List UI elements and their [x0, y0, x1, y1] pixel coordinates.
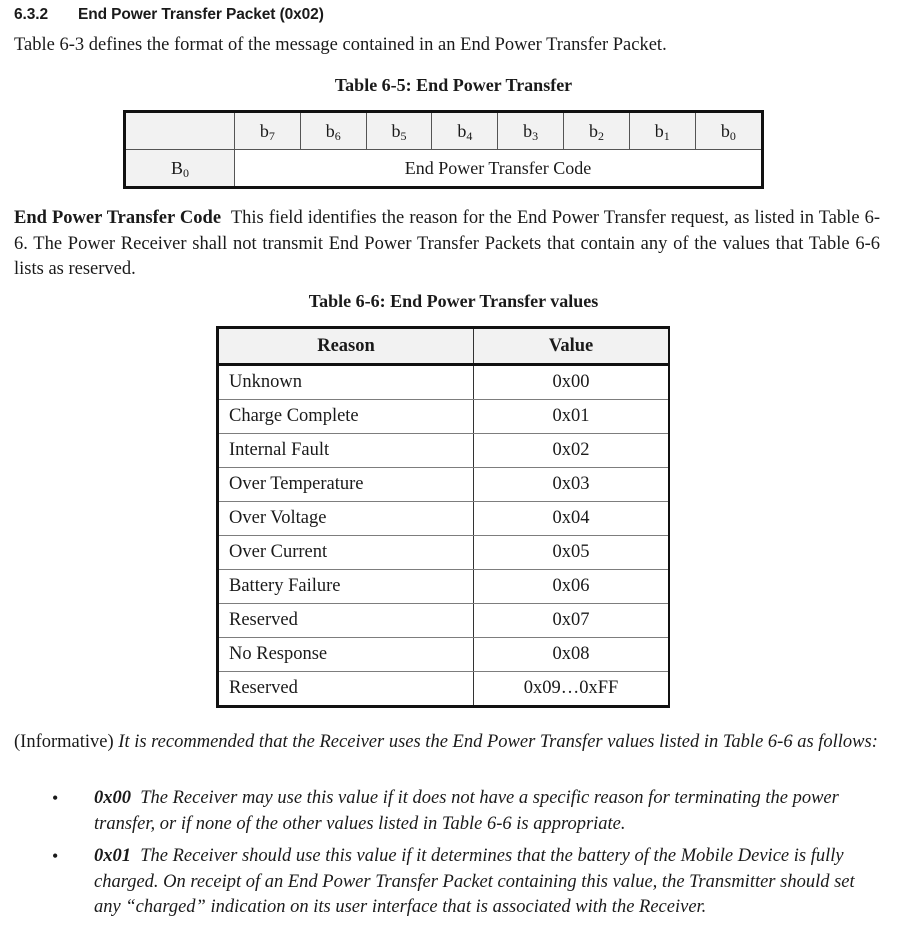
- reason-cell: Reserved: [219, 672, 474, 706]
- table-row: [219, 468, 668, 502]
- table-row: [219, 400, 668, 434]
- table-row: [219, 570, 668, 604]
- column-header-value: Value: [474, 329, 669, 365]
- reason-cell: Reserved: [219, 604, 474, 638]
- field-name-cell: End Power Transfer Code: [235, 150, 762, 187]
- bit-label-b2: $b_2$: [564, 113, 630, 150]
- table-row: [219, 638, 668, 672]
- reason-cell: Charge Complete: [219, 400, 474, 434]
- bit-data-row: [126, 150, 761, 187]
- values-header-row: [219, 329, 668, 365]
- value-cell: 0x09…0xFF: [474, 672, 669, 706]
- table-row: [219, 672, 668, 706]
- bit-header-row: [126, 113, 761, 150]
- bit-header-blank-cell: [126, 113, 235, 150]
- value-cell: 0x04: [474, 502, 669, 536]
- section-title: End Power Transfer Packet (0x02): [78, 6, 324, 23]
- byte-label-b0: $B_0$: [126, 150, 235, 187]
- reason-cell: No Response: [219, 638, 474, 672]
- bit-label-b6: $b_6$: [300, 113, 366, 150]
- bullet-hex-value: 0x00: [94, 788, 131, 808]
- field-term: End Power Transfer Code: [14, 208, 222, 228]
- table-row: [219, 365, 668, 400]
- bullet-dot-icon: •: [52, 788, 59, 808]
- value-cell: 0x05: [474, 536, 669, 570]
- bit-label-b5: $b_5$: [366, 113, 432, 150]
- value-cell: 0x08: [474, 638, 669, 672]
- value-cell: 0x07: [474, 604, 669, 638]
- reason-cell: Over Voltage: [219, 502, 474, 536]
- informative-paragraph: [14, 730, 880, 756]
- table-row: [219, 536, 668, 570]
- reason-cell: Unknown: [219, 365, 474, 400]
- table-row: [219, 604, 668, 638]
- bullet-text: The Receiver should use this value if it determines that the battery of the Mobile Device is fully charged. On receipt of an End Power Transfer Packet containing this value, the Transmitter should set any “charged” indication on its user interface that is associated with the Receiver.: [94, 846, 855, 917]
- table-6-6-caption: Table 6-6: End Power Transfer values: [308, 291, 599, 311]
- bit-label-b1: $b_1$: [629, 113, 695, 150]
- reason-cell: Over Current: [219, 536, 474, 570]
- bit-label-b7: $b_7$: [235, 113, 301, 150]
- section-number: 6.3.2: [14, 6, 48, 23]
- informative-bullet-list: [14, 786, 880, 928]
- informative-prefix: (Informative): [14, 732, 114, 752]
- intro-paragraph: Table 6-3 defines the format of the message contained in an End Power Transfer Packet.: [14, 35, 667, 55]
- table-6-5-bit-layout: [123, 110, 764, 189]
- value-cell: 0x02: [474, 434, 669, 468]
- value-cell: 0x00: [474, 365, 669, 400]
- bit-label-b3: $b_3$: [498, 113, 564, 150]
- table-6-5-caption: Table 6-5: End Power Transfer: [334, 75, 573, 95]
- value-cell: 0x06: [474, 570, 669, 604]
- list-item: [14, 786, 880, 837]
- field-description-paragraph: [14, 206, 880, 283]
- bullet-hex-value: 0x01: [94, 846, 131, 866]
- bullet-dot-icon: •: [52, 846, 59, 866]
- bit-label-b4: $b_4$: [432, 113, 498, 150]
- value-cell: 0x03: [474, 468, 669, 502]
- column-header-reason: Reason: [219, 329, 474, 365]
- value-cell: 0x01: [474, 400, 669, 434]
- table-row: [219, 502, 668, 536]
- bit-label-b0: $b_0$: [695, 113, 761, 150]
- bullet-text: The Receiver may use this value if it does not have a specific reason for terminating the power transfer, or if none of the other values listed in Table 6-6 is appropriate.: [94, 788, 839, 834]
- informative-text: It is recommended that the Receiver uses the End Power Transfer values listed in Table 6-6 as follows:: [118, 732, 878, 752]
- reason-cell: Internal Fault: [219, 434, 474, 468]
- table-row: [219, 434, 668, 468]
- table-6-6-values: [216, 326, 670, 708]
- field-description-text: This field identifies the reason for the End Power Transfer request, as listed in Table 6-6. The Power Receiver shall not transmit End Power Transfer Packets that contain any of the values that Table 6-6 lists as reserved.: [14, 208, 881, 279]
- reason-cell: Battery Failure: [219, 570, 474, 604]
- list-item: [14, 844, 880, 921]
- section-heading: [14, 6, 874, 24]
- reason-cell: Over Temperature: [219, 468, 474, 502]
